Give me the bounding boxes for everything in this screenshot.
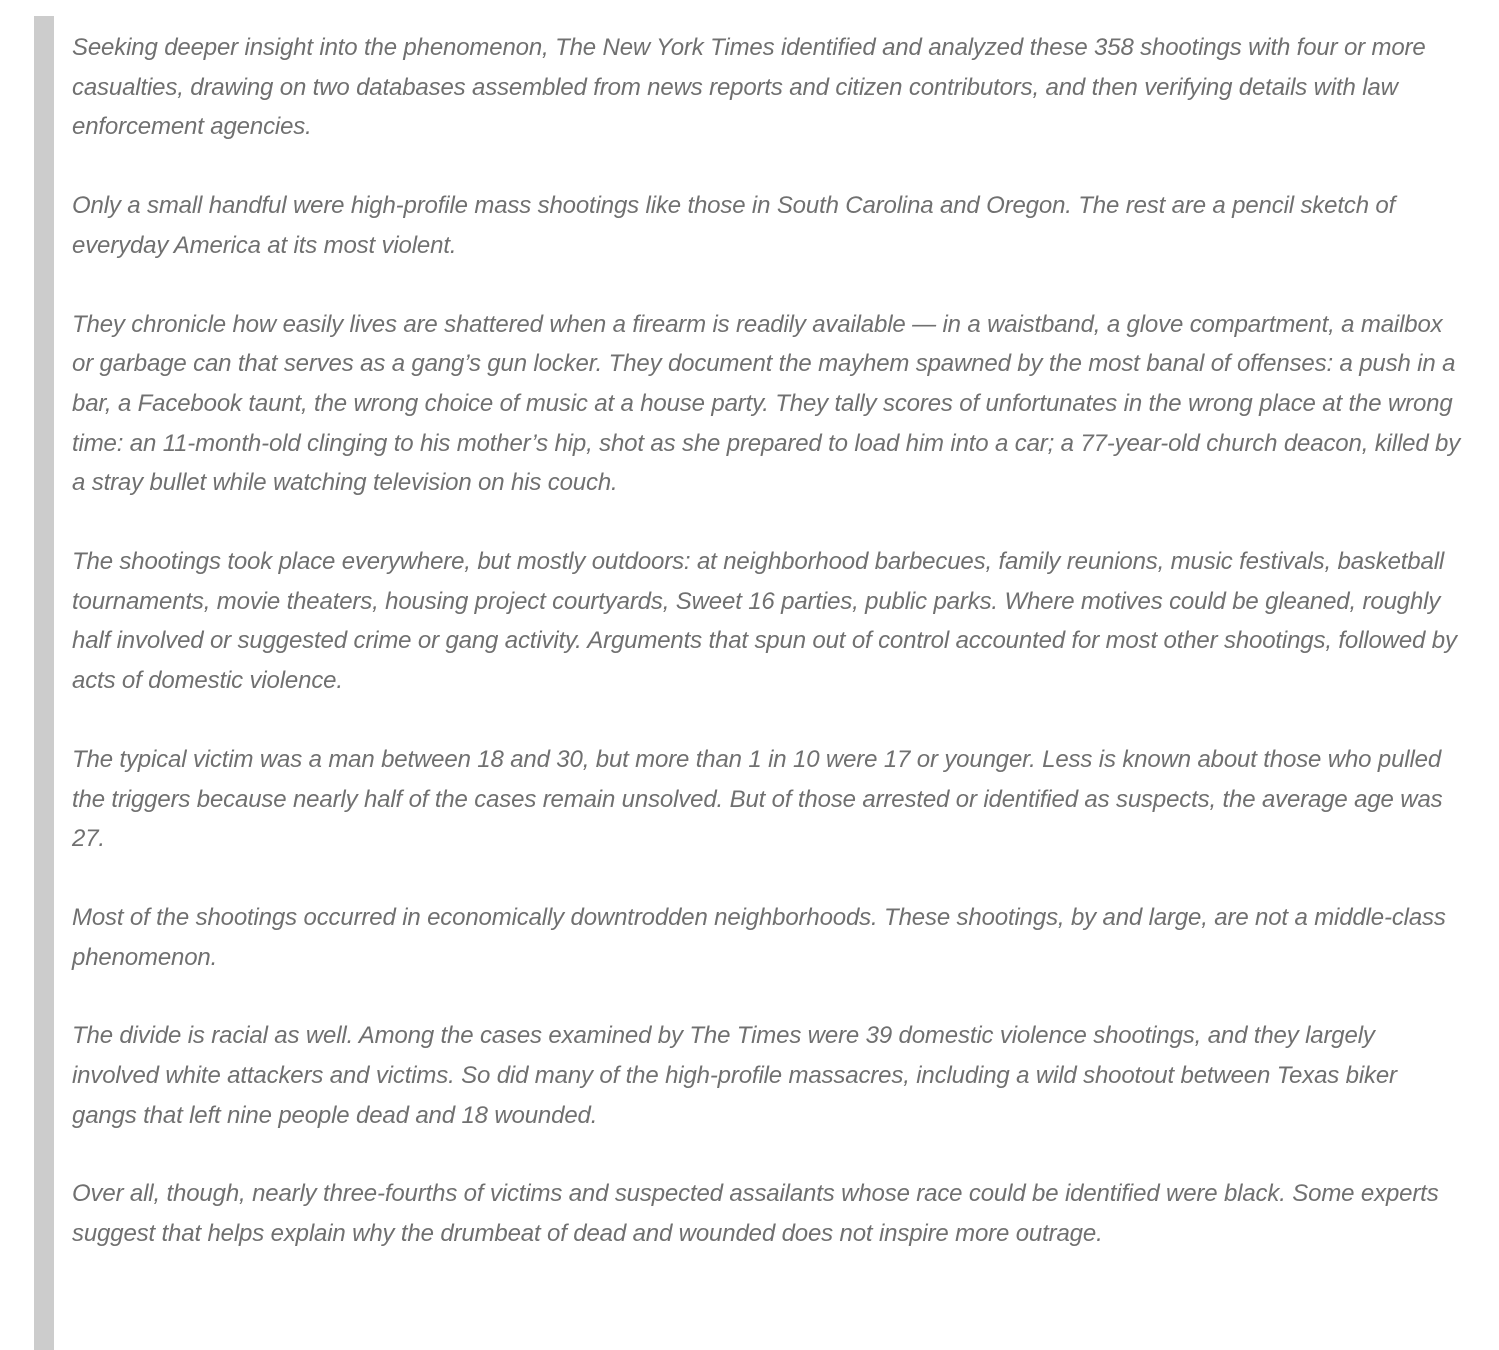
quote-paragraph-7: The divide is racial as well. Among the cases examined by The Times were 39 domestic violence shootings, and they largely involved white attackers and victims. So did many of the high-profile massacres, including a wild shootout between Texas biker gangs that left nine people dead and 18 wounded. [72, 1022, 1397, 1129]
quote-paragraph-6: Most of the shootings occurred in economically downtrodden neighborhoods. These shootings, by and large, are not a middle-class phenomenon. [72, 903, 1446, 971]
quote-paragraph-2: Only a small handful were high-profile mass shootings like those in South Carolina and Oregon. The rest are a pencil sketch of everyday America at its most violent. [72, 192, 1396, 259]
quote-paragraph-5: The typical victim was a man between 18 and 30, but more than 1 in 10 were 17 or younger. Less is known about those who pulled the triggers because nearly half of the cases remain unsolved. But of those arrested or identified as suspects, the average age was 27. [72, 745, 1443, 853]
blockquote [34, 16, 1461, 1350]
blockquote-body [72, 28, 1467, 1254]
quote-paragraph-8: Over all, though, nearly three-fourths of victims and suspected assailants whose race could be identified were black. Some experts suggest that helps explain why the drumbeat of dead and wounded does not inspire more outrage. [72, 1180, 1439, 1248]
quote-paragraph-1: Seeking deeper insight into the phenomenon, The New York Times identified and analyzed these 358 shootings with four or more casualties, drawing on two databases assembled from news reports and citizen contributors, and then verifying details with law enforcement agencies. [72, 34, 1426, 141]
quote-paragraph-4: The shootings took place everywhere, but mostly outdoors: at neighborhood barbecues, family reunions, music festivals, basketball tournaments, movie theaters, housing project courtyards, Sweet 16 parties, public parks. Where motives could be gleaned, roughly half involved or suggested crime or gang activity. Arguments that spun out of control accounted for most other shootings, followed by acts of domestic violence. [72, 548, 1457, 695]
quote-paragraph-3: They chronicle how easily lives are shattered when a firearm is readily available — in a waistband, a glove compartment, a mailbox or garbage can that serves as a gang’s gun locker. They document the mayhem spawned by the most banal of offenses: a push in a bar, a Facebook taunt, the wrong choice of music at a house party. They tally scores of unfortunates in the wrong place at the wrong time: an 11-month-old clinging to his mother’s hip, shot as she prepared to load him into a car; a 77-year-old church deacon, killed by a stray bullet while watching television on his couch. [72, 310, 1461, 497]
